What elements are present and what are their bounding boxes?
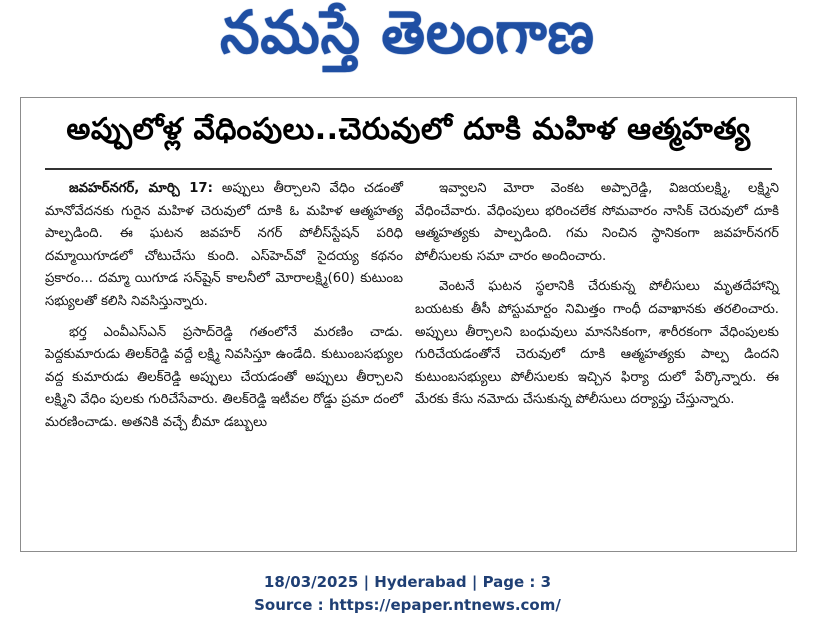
newspaper-logo: నమస్తే తెలంగాణ	[220, 0, 595, 67]
masthead	[0, 0, 815, 80]
headline-divider	[45, 168, 772, 170]
article-paragraph: వెంటనే ఘటన స్థలానికి చేరుకున్న పోలీసులు మృతదేహాన్ని బయటకు తీసీ పోస్టుమార్టం నిమిత్తం గాంధీ దవాఖానకు తరలించారు. అప్పులు తీర్చాలని బంధువులు మానసికంగా, శారీరకంగా వేధింపులకు గురిచేయడంతోనే చెరువులో దూకి ఆత్మహత్యకు పాల్ప డిందని కుటుంబసభ్యులు పోలీసులకు ఇచ్చిన ఫిర్యా దులో పేర్కొన్నారు. ఈ మేరకు కేసు నమోదు చేసుకున్న పోలీసులు దర్యాప్తు చేస్తున్నారు.	[415, 279, 779, 408]
news-clipping	[20, 97, 797, 552]
article-column-right	[415, 178, 779, 412]
article-headline: అప్పులోళ్ల వేధింపులు..చెరువులో దూకి మహిళ ఆత్మహత్య	[66, 112, 751, 147]
article-paragraph: భర్త ఎంవీఎస్‌ఎన్ ప్రసాద్‌రెడ్డి గతంలోనే మరణిం చాడు. పెద్దకుమారుడు తిలక్‌రెడ్డి వద్దే లక్ష్మి నివసిస్తూ ఉండేది. కుటుంబసభ్యుల వద్ద కుమారుడు తిలక్‌రెడ్డి అప్పులు చేయడంతో అప్పులు తీర్చాలని లక్ష్మిని వేధిం పులకు గురిచేసేవారు. తిలక్‌రెడ్డి ఇటీవల రోడ్డు ప్రమా దంలో మరణించాడు. అతనికి వచ్చే బీమా డబ్బులు	[45, 324, 403, 430]
article-column-left	[45, 178, 403, 435]
article-paragraph	[45, 178, 403, 314]
paragraph-text: అప్పులు తీర్చాలని వేధిం చడంతో మానోవేదనకు గురైన మహిళ చెరువులో దూకి ఓ మహిళ ఆత్మహత్య పాల్పడింది. ఈ ఘటన జవహర్ నగర్ పోలీస్‌స్టేషన్ పరిధి దమ్మాయిగూడలో చోటుచేసు కుంది. ఎస్‌హెచ్‌వో సైదయ్య కథనం ప్రకారం... దమ్మా యిగూడ సన్‌షైన్ కాలనీలో మోరాలక్ష్మి(60) కుటుంబ సభ్యులతో కలిసి నివసిస్తున్నారు.	[45, 181, 404, 309]
article-dateline: జవహర్‌నగర్, మార్చి 17:	[69, 181, 213, 196]
footer-source: Source : https://epaper.ntnews.com/	[254, 596, 561, 614]
footer-date-edition: 18/03/2025 | Hyderabad | Page : 3	[263, 573, 552, 591]
article-paragraph: ఇవ్వాలని మోరా వెంకట అప్పారెడ్డి, విజయలక్ష్మి, లక్ష్మిని వేధించేవారు. వేధింపులు భరించలేక సోమవారం నాసిక్ చెరువులో దూకి ఆత్మహత్యకు పాల్పడింది. గమ నించిన స్థానికంగా జవహర్‌నగర్ పోలీసులకు సమా చారం అందించారు.	[415, 181, 779, 264]
